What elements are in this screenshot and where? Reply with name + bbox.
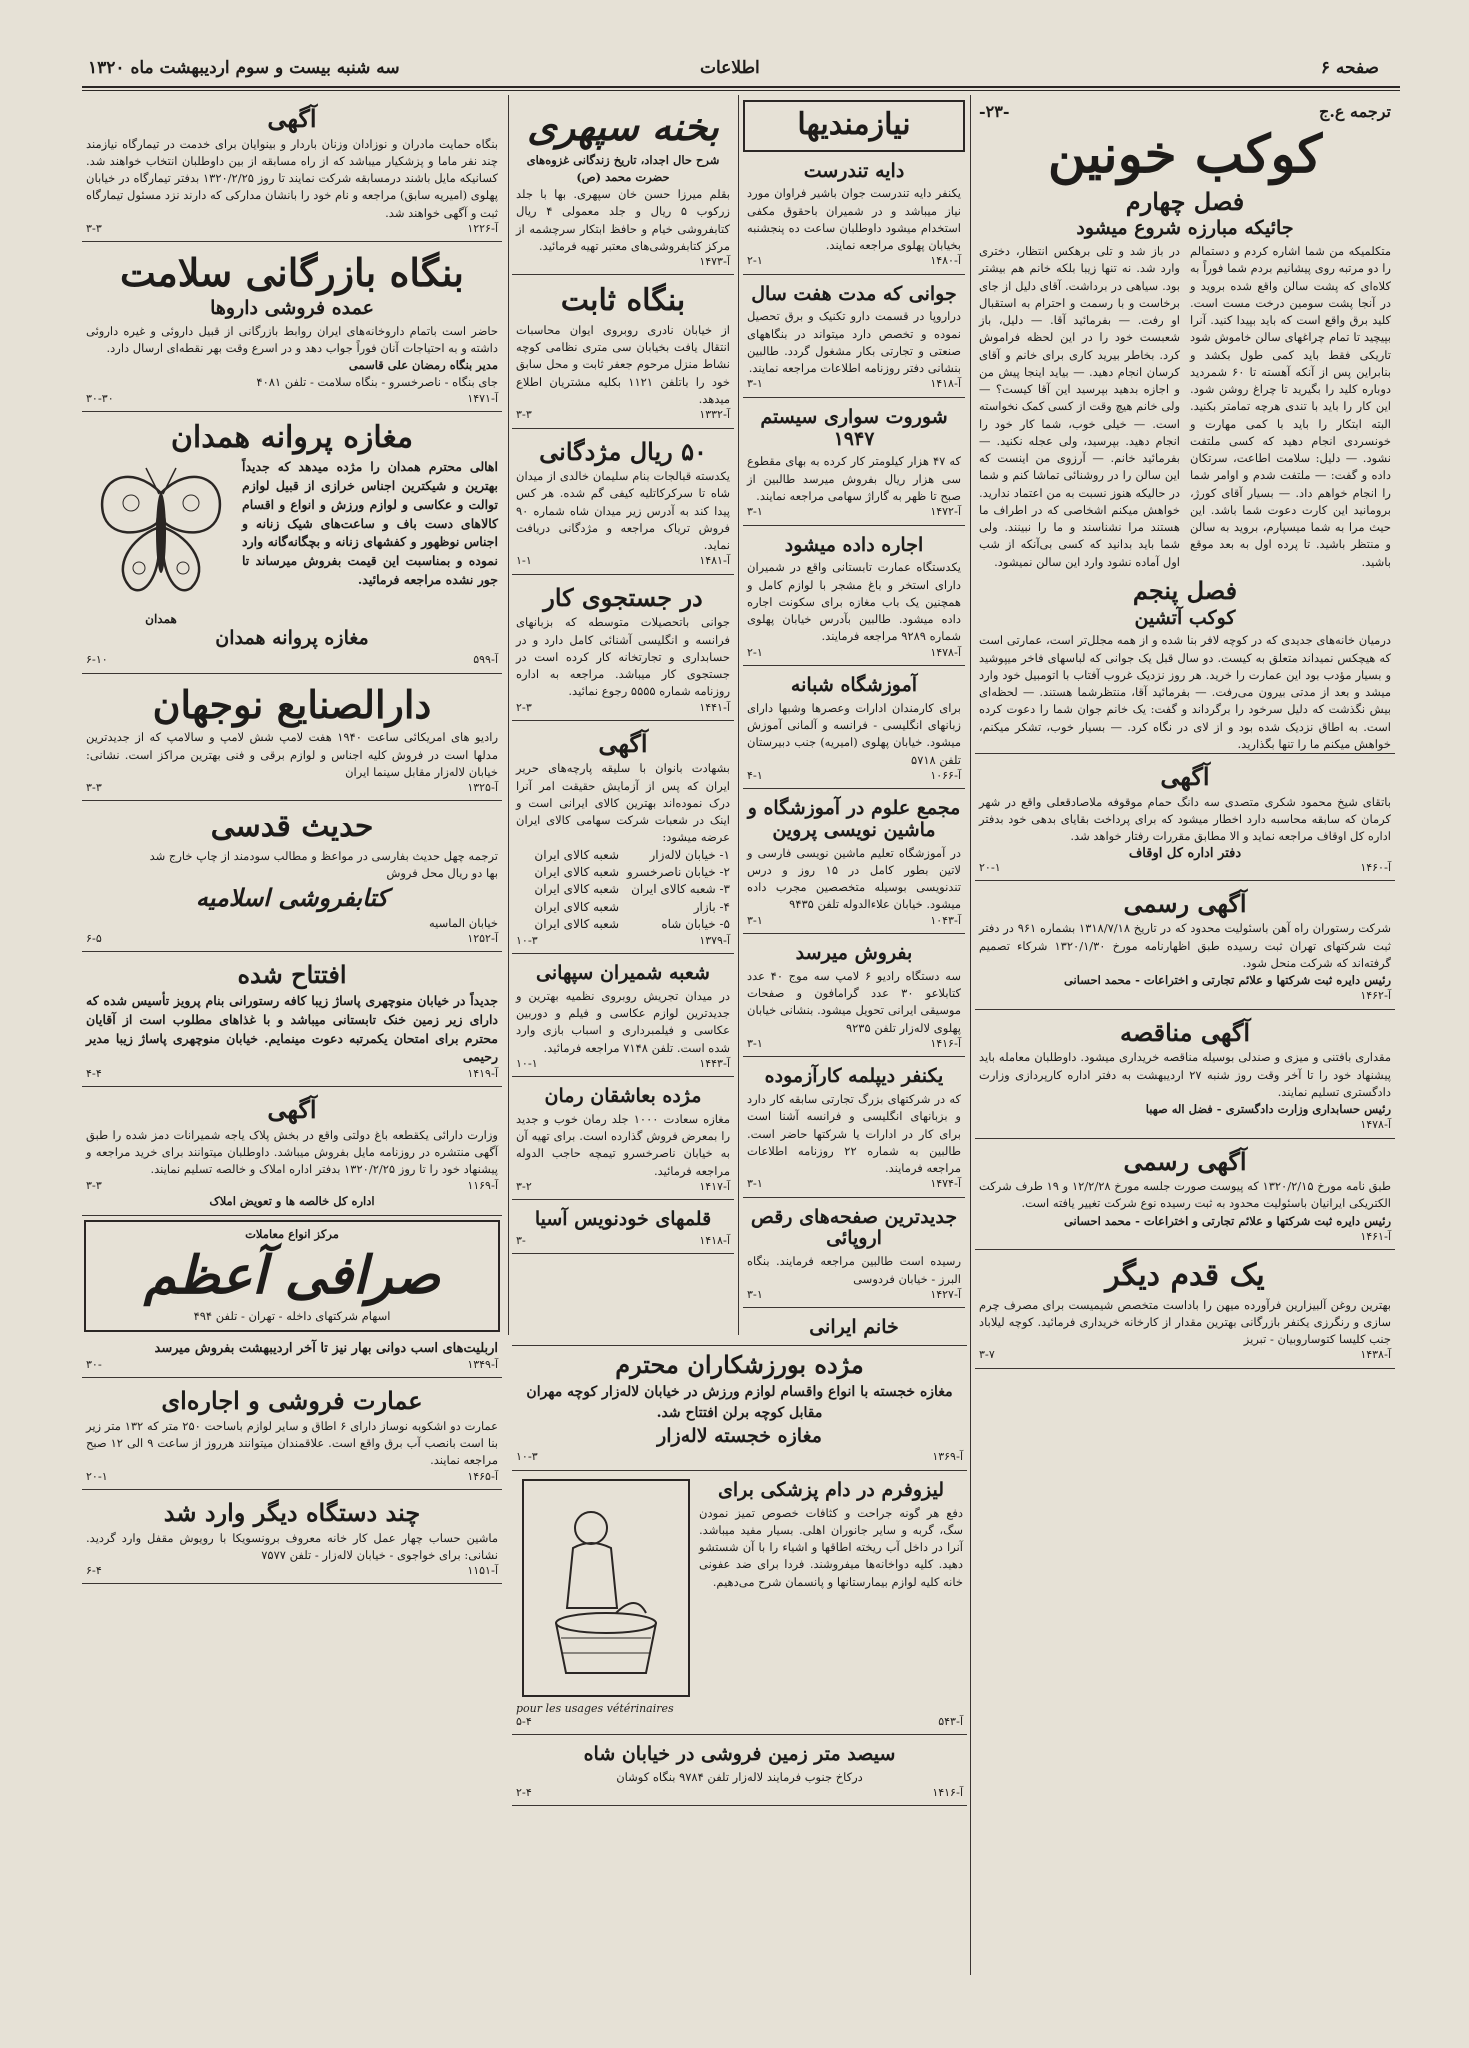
ad-title: مژده بعاشقان رمان [544,1085,702,1108]
notice-title: یک قدم دیگر [1105,1258,1265,1294]
ad-ref: ۱۰-۳ [516,933,538,947]
ad-sports-shop [512,1345,967,1471]
ad-title: آگهی [267,104,317,133]
ad-lysoform [512,1475,967,1735]
divider-3 [970,95,971,1975]
classified-body: که ۴۷ هزار کیلومتر کار کرده به بهای مقطوع سی هزار ریال بفروش میرسد طالبین از صبح تا ظهر به گاراژ سهامی مراجعه نمایند. [747,454,961,503]
ad-ref: ۵-۴ [516,1714,532,1728]
ad-calculators [82,1494,502,1584]
ad-parvaneh-shop [82,416,502,674]
header-rule [82,86,1400,88]
ad-body: اهالی محترم همدان را مژده میدهد که جدیداً بهترین و شیکترین اجناس خرازی از قبیل لوازم توالت و عکاسی و لوازم ورزش و انواع و اقسام کالاهای دست باف و ساعت‌های شیک زنانه و اجناس نوظهور و کفشهای زنانه و بچگانه‌گانه وارد نموده و بمناسبت این قیمت بفروش میرساند تا جور نشده مراجعه فرمائید. [242,459,498,587]
header-rule-thin [82,90,1400,91]
ad-address: خیابان الماسیه [428,915,498,930]
ad-title: مغازه پروانه همدان [170,419,414,455]
notice-body: بهترین روغن آلبیزارین فرآورده میهن را باداست متخصص شیمیست برای مصرف چرم سازی و رنگرزی یکنفر بازرگانی بهترین مقدار از کارخانه خریداری فرمائید. کوچه لیلاباد جنب کلیسا کتوساروبیان - تبریز [979,1297,1391,1347]
classified-code: آ-۱۴۷۴ [930,1177,961,1191]
butterfly-icon [91,458,231,608]
notice-signature: رئیس حسابداری وزارت دادگستری - فضل اله صهبا [1145,1102,1391,1117]
serial-chapter-4: فصل چهارم [1125,186,1245,216]
classified-code: آ-۱۴۲۷ [930,1287,961,1301]
classified-body: در آموزشگاه تعلیم ماشین نویسی فارسی و لاتین بطور کامل در ۱۵ روز و درس تندنویسی بوسیله متخصصین مجرب داده میشود. خیابان علاءالدوله تلفن ۹۴۳۵ [747,845,961,912]
classified-title: دایه تندرست [803,159,905,182]
classified-ref: ۳-۱ [747,1287,763,1301]
ad-job-seeking [512,579,734,721]
branch-item: شعبه کالای ایران [534,847,619,862]
ad-code: آ-۱۱۶۹ [467,1178,498,1192]
classified-item [743,938,965,1057]
ad-title: آگهی [267,1095,317,1125]
ad-footer: مغازه پروانه همدان [215,627,369,650]
classified-body: برای کارمندان ادارات وعصرها وشبها دارای زبانهای انگلیسی - فرانسه و آلمانی آموزش میشود. خیابان پهلوی (امیریه) جنب دبیرستان تلفن ۵۷۱۸ [747,700,961,767]
ad-ref: ۶-۵ [86,932,102,946]
classified-ref: ۳-۱ [747,913,763,927]
serial-text-left: در باز شد و تلی برهکس انتظار، دختری وارد شد. نه تنها زیبا بلکه خانم هم بیشتر بود. سیاهی در برداشت. آقای دلیل از جای برخاست و با رسمت و احترام به استقبال او رفت. — بفرمائید آقا. — دلیل، باز شعبست خود را در این لحظه فراموش کرد. بخاطر بیرید کاری برای خانم و آقای کرسان انجام دهید. — بیاید اینجا پیش من و اجازه بدهید بپرسید این آقا کیست؟ — ولی خانم هیچ وقت از کسی کمک نخواسته است. — خیلی خوب، شما کار خود را انجام دهید. بپرسید، ولی عجله نکنید. — بفرمائید خانم. — آرزوی من اینست که این سالن را در روشنائی تماشا کنم و شما در حالیکه هنوز نسبت به من اعتماد ندارید. خواهش میکنم اشخاصی که در اطراف ما هستند مرا نشناسند و ما را نبینند. ولی شما باید بدانید که کسی بی‌آنکه از شب اول آماده نشود وارد این سالن نمیشود. [979,244,1180,569]
ad-price: بها دو ریال محل فروش [386,866,498,881]
ad-body: جدیداً در خیابان منوچهری پاساژ زیبا کافه رستورانی بنام پرویز تأسیس شده که دارای زیر زمین خنک تابستانی میباشد و با غذاهای مطلوب است از آقایان محترم برای امتحان یکمرتبه دعوت مینمایم. خیابان منوچهری پاساژ زیبا مدیر رحیمی [86,993,498,1065]
ad-footer: مغازه خجسته لاله‌زار [657,1424,822,1447]
classified-code: آ-۱۴۸۰ [930,254,961,268]
ad-ref: ۲-۳ [516,700,532,714]
notice-tender [975,1014,1395,1139]
notice-ref: ۲۰-۱ [979,860,1001,874]
ad-sarafi-azam [84,1220,500,1331]
ad-ref: ۲۰-۱ [86,1469,108,1483]
ad-title: صرافی آعظم [143,1244,441,1306]
ad-code: آ-۱۴۴۳ [699,1056,730,1070]
notice-code: آ-۱۴۳۸ [1360,1348,1391,1362]
ad-sepehri [512,100,734,275]
ad-body: اربلیت‌های اسب دوانی بهار نیز تا آخر اردیبهشت بفروش میرسد [154,1340,498,1356]
ad-novels [512,1081,734,1200]
ad-body: در میدان تجریش روبروی نظمیه بهترین و جدیدترین لوازم عکاسی و فیلم و دوربین عکاسی و فیلمبرداری و اسباب بازی وارد شده است. تلفن ۷۱۴۸ مراجعه فرمائید. [516,988,730,1055]
classified-ref: ۲-۱ [747,645,763,659]
classified-item [743,793,965,934]
classified-ref: ۴-۱ [747,768,763,782]
ad-title: بخنه سپهری [527,104,719,149]
serial-chapter-5-title: کوکب آتشین [1134,606,1236,629]
ad-code: آ-۱۴۷۳ [699,255,730,269]
classified-item [743,1312,965,1340]
ad-ref: ۳-۲ [516,1179,532,1193]
notice-body: طبق نامه مورخ ۱۳۲۰/۲/۱۵ که پیوست صورت جلسه مورخ ۱۲/۲/۲۸ و ۱۹ طرف شرکت الکتریکی ایرانیان باسئولیت محدود به ثبت رسیده نوع شرکت تغییر یافته است. [979,1179,1391,1211]
classified-ref: ۳-۱ [747,505,763,519]
notice-title: آگهی مناقصه [1119,1017,1251,1047]
notice-code: آ-۱۴۶۱ [1360,1229,1391,1243]
notice-signature: رئیس دایره ثبت شرکتها و علائم تجارتی و اختراعات - محمد احسانی [1063,973,1391,988]
branch-item: ۳- شعبه کالای ایران [631,882,730,897]
ad-code: آ-۱۳۶۹ [932,1450,963,1464]
ad-subtitle: شرح حال اجداد، تاریخ زندگانی غزوه‌های حضرت محمد (ص) [526,152,720,184]
ad-code: آ-۱۴۱۶ [932,1786,963,1800]
notice-ref: ۳-۷ [979,1348,995,1362]
ad-address: جای بنگاه - ناصرخسرو - بنگاه سلامت - تلفن ۴۰۸۱ [256,375,498,390]
ad-body: وزارت دارائی یکقطعه باغ دولتی واقع در بخش پلاک یاجه شمیرانات دمز شده را طبق آگهی منتشره در روزنامه مایل بفروش میباشد. داوطلبان میتوانند برای خرید مراجعه و پیشنهاد خود را تا روز ۱۳۲۰/۲/۲۵ بدفتر اداره املاک و خالصه تسلیم نمایند. [86,1127,498,1177]
ad-title: بنگاه بازرگانی سلامت [120,250,464,296]
ad-silk [512,725,734,954]
ad-code: آ-۱۳۷۹ [699,933,730,947]
ad-code: آ-۵۴۳ [938,1714,963,1728]
notice-code: آ-۱۴۷۸ [1360,1118,1391,1132]
classified-item [743,530,965,666]
branch-item: شعبه کالای ایران [534,917,619,932]
ad-ref: ۳-۳ [86,781,102,795]
classified-body: یکدستگاه عمارت تابستانی واقع در شمیران دارای استخر و باغ مشجر با لوازم کامل و همچنین یک باب مغازه برای سکونت اجاره داده میشود. طالبین بآدرس خیابان پهلوی شماره ۹۲۸۹ مراجعه فرمایند. [747,560,961,644]
classified-item [743,402,965,526]
ad-maternity [82,100,502,242]
ad-title: دارالصنایع نوجهان [152,681,432,727]
branch-item: ۵- خیابان شاه [661,917,730,932]
classifieds-title: نیازمندیها [797,107,911,142]
ad-land-sale [512,1739,967,1806]
classified-list [743,156,965,1341]
branch-item: ۱- خیابان لاله‌زار [649,847,730,862]
branch-list [627,847,730,934]
ad-finance-ministry [82,1091,502,1216]
ad-ref: ۴-۴ [86,1067,102,1081]
classified-title: مجمع علوم در آموزشگاه و ماشین نویسی پروین [747,797,961,841]
ad-subtitle: عمده فروشی داروها [210,296,374,319]
ad-ref: ۳۰- [86,1358,102,1372]
ad-body: عمارت دو اشکوبه نوساز دارای ۶ اطاق و سایر لوازم باساحت ۲۵۰ متر که ۱۳۲ متر زیر بنا است بانصب آب برق واقع است. علاقمندان میتوانند هرروز از ساعت ۹ الی ۱۲ صبح مراجعه نمایند. [86,1418,498,1468]
classified-body: یکنفر دایه تندرست جوان باشیر فراوان مورد نیاز میباشد و در شمیران باحقوق مکفی استخدام میشود داوطلبان ساعت ده پنجشنبه بخیابان پهلوی مراجعه نمایند. [747,186,961,253]
ad-title: افتتاح شده [237,960,347,990]
classified-code: آ-۱۰۶۶ [930,768,961,782]
classified-ref: ۳-۱ [747,1177,763,1191]
ad-ref: ۳۰-۳۰ [86,391,114,405]
issue-date: سه شنبه بیست و سوم اردیبهشت ماه ۱۳۲۰ [88,58,400,78]
page-number: صفحه ۶ [1320,58,1379,78]
classified-title: خانم ایرانی [809,1316,899,1339]
notice-body: شرکت رستوران راه آهن باسئولیت محدود که در تاریخ ۱۳۱۸/۷/۱۸ بشماره ۹۶۱ در دفتر ثبت شرکتهای تهران ثبت رسیده طبق اظهارنامه مورخ ۱۳۲۰/۱/۳۰ شرکاء تصمیم گرفته‌اند که شرکت منحل شود. [979,921,1392,970]
ad-body: ترجمه چهل حدیث بفارسی در مواعظ و مطالب سودمند از چاپ خارج شد [149,848,498,863]
ad-ref: ۱۰-۱ [516,1056,538,1070]
classified-body: سه دستگاه رادیو ۶ لامپ سه موج ۴۰ عدد کتابلاعو ۳۰ عدد گرامافون و صفحات موسیقی ایرانی تحویل میشود. بنشانی خیابان پهلوی لاله‌زار تلفن ۹۲۳۵ [747,968,961,1035]
notice-signature: رئیس دایره ثبت شرکتها و علائم تجارتی و اختراعات - محمد احسانی [1063,1213,1391,1228]
classified-title: یکنفر دیپلمه کارآزموده [764,1065,944,1088]
ad-body: از خیابان نادری روبروی ایوان محاسبات انتقال یافت بخیابان سی متری نظامی کوچه نشاط منزل مرحوم جعفر ثابت و محل سابق خود را باتلفن ۱۱۲۱ بکلیه مشتریان اطلاع میدهد. [516,322,730,406]
ad-code: آ-۱۴۷۱ [467,391,498,405]
paper-name: اطلاعات [700,58,760,78]
classified-item [743,1061,965,1197]
branch-list [516,847,619,934]
classified-code: آ-۱۴۱۸ [930,377,961,391]
divider-1 [508,95,509,1335]
ad-title: بنگاه ثابت [560,283,686,319]
ad-ref: ۱-۱ [516,554,532,568]
ad-ref: ۲-۴ [516,1786,532,1800]
ad-code: آ-۱۳۳۲ [699,408,730,422]
classified-body: که در شرکتهای بزرگ تجارتی سابقه کار دارد و بزبانهای انگلیسی و فرانسه آشنا است برای کار در ادارات یا شرکتها حاضر است. طالبین به شماره ۲۲ روزنامه اطلاعات مراجعه فرمایند. [747,1092,961,1176]
classified-body: رسیده است طالبین مراجعه فرمایند. بنگاه البرز - خیابان فردوسی [747,1254,961,1286]
ad-title: لیزوفرم در دام پزشکی برای [717,1478,945,1501]
ad-title: آگهی [598,728,648,758]
serial-title: کوکب خونین [1047,124,1323,185]
ad-code: آ-۱۴۱۹ [467,1067,498,1081]
lower-middle [512,1345,967,2025]
ad-title: سیصد متر زمین فروشی در خیابان شاه [583,1743,896,1766]
ad-code: آ-۵۹۹ [473,653,498,667]
classified-title: جدیدترین صفحه‌های رقص اروپائی [750,1205,958,1250]
ad-reward [512,433,734,575]
ad-illustration [516,1478,691,1715]
ad-body: درکاخ جنوب فرمایند لاله‌زار تلفن ۹۷۸۴ بنگاه کوشان [616,1769,863,1784]
divider-2 [738,95,739,1335]
classified-item [743,1202,965,1308]
branch-item: ۲- خیابان ناصرخسرو [627,865,730,880]
ad-body: جوانی باتحصیلات متوسطه که بزبانهای فرانسه و انگلیسی آشنائی کامل دارد و در حسابداری و تجارتخانه کار کرده است در جستجوی کار میباشد. مراجعه به اداره روزنامه شماره ۵۵۵۵ رجوع نمائید. [516,615,730,699]
notice-body: باتقای شیخ محمود شکری متصدی سه دانگ حمام موقوفه ملاصادقعلی واقع در شهر کرمان که سابقه محاسبه دارد اخطار میشود که برای پرداخت بقایای بدهی خود بدفتر اداره کل اوقاف مراجعه نماید و الا مطابق مقررات رفتار خواهد شد. [979,794,1391,844]
serial-subtitle: جائیکه مبارزه شروع میشود [1076,217,1294,240]
classified-item [743,156,965,275]
classified-ref: ۳-۱ [747,1036,763,1050]
ad-code: آ-۱۱۵۱ [467,1564,498,1578]
notice-awqaf [975,758,1395,881]
classified-title: بفروش میرسد [795,942,913,965]
ad-title: حدیث قدسی [210,809,374,845]
ad-body: بنگاه حمایت مادران و نوزادان وزنان باردار و بینوایان برای خدمت در تیمارگاه نیازمند چند نفر ماما و پزشکیار میباشد که از راه مسابقه از بین داوطلبان انتخاب خواهند شد. کسانیکه مایل باشند درمسابقه شرکت نمایند تا روز ۱۳۲۰/۲/۲۵ بدفتر تیمارگاه در خیابان پهلوی (امیریه سابق) مراجعه و نام خود را بانشان مدارکی که دارند نزد مسئول تیمارگاه ثبت و آگهی خواهند شد. [86,136,499,220]
ad-code: آ-۱۴۴۱ [699,700,730,714]
ad-shemiran [512,958,734,1077]
classified-body: دراروپا در قسمت دارو تکنیک و برق تحصیل نموده و تخصص دارد میتواند در بنگاههای صنعتی و تجارتی بکار مشغول گردد. طالبین بنشانی دفتر روزنامه اطلاعات مراجعه نمایند. [747,309,961,376]
ad-body: بشهادت بانوان با سلیقه پارچه‌های حریر ایران که پس از آزمایش حقیقت امر آنرا درک نموده‌اند بهترین کالای ایرانی است و اینک در شعبات شرکت سهامی کالای ایران عرضه میشود: [516,761,730,845]
ad-title: قلمهای خودنویس آسیا [534,1208,712,1231]
classifieds-masthead [743,100,965,152]
butterfly-label: همدان [145,612,177,627]
classified-ref: ۲-۱ [747,254,763,268]
ad-title: شعبه شمیران سپهانی [536,961,710,984]
ad-code: آ-۱۳۴۹ [467,1358,498,1372]
ad-body: مغازه سعادت ۱۰۰۰ جلد رمان خوب و جدید را بمعرض فروش گذارده است. برای تهیه آن به خیابان ناصرخسرو تیمچه حاجب الدوله مراجعه فرمائید. [516,1111,730,1178]
episode-number: -۲۳- [979,102,1010,121]
ad-bongah-sabet [512,279,734,428]
serial-column [975,100,1395,2030]
serial-text-right: متکلمیکه من شما اشاره کردم و دستمالم را دو مرتبه روی پیشانیم بردم شما فوراً به کلاه‌ای که پشت سالن واقع شده بروید و در آنجا پشت سومین درخت مست است. کلید برق واقع است که باید بپیدا کنید. آنرا بپیچید تا تمام چراغهای سالن خاموش شود تاریکی فقط باید کمی طول بکشد و بنابراین پس از آنکه آهسته تا ۶۰ شمردید دوباره کلید را بگیرید تا چراغ روشن شود. این کار را باید با تندی هرچه تمامتر بکنید. البته ابتکار را باید با کمی مهارت و خونسردی انجام دهید که کسی ملتفت نشود. — دلیل: سلامت اطاعت، سرتکان داده و گفت: — ملتفت شدم و اوامر شما را انجام خواهم داد. — بسیار آقای کورژ، برومانید این کارت دعوت شما باشد. این حیث مرا به شما میسپارم، بروید به سالن و منتظر باشید. تا پرده اول به بعد موقع باشید. [1190,244,1391,569]
notice-code: آ-۱۴۶۰ [1360,860,1391,874]
ad-ref: ۳-۳ [86,1178,102,1192]
ad-body: رادیو های امریکائی ساعت ۱۹۴۰ هفت لامپ شش لامپ و سالامپ که از جدیدترین مدلها است در فروش کلیه اجناس و لوازم برقی و فنی بهترین مراکز است. نشانی: خیابان لاله‌زار مقابل سینما ایران [86,730,498,779]
ad-body: حاضر است باتمام داروخانه‌های ایران روابط بازرگانی از قبیل داروئی و غیره داروئی داشته و به احتیاجات آنان فوراً جواب دهد و در اسرع وقت بهر نقطه‌ای ارسال دارد. [86,323,498,355]
ad-signature: اداره کل خالصه ها و تعویض املاک [209,1194,375,1209]
branch-item: شعبه کالای ایران [534,899,619,914]
ad-building [82,1382,502,1490]
classified-title: شوروت سواری سیستم ۱۹۴۷ [760,405,948,450]
vet-illustration [521,1478,691,1698]
ad-code: آ-۱۴۸۱ [699,554,730,568]
ad-subtitle: مرکز انواع معاملات [245,1227,339,1242]
notice-title: آگهی [1160,762,1210,792]
classified-item [743,670,965,789]
ad-title: چند دستگاه دیگر وارد شد [163,1498,421,1527]
ad-salamat [82,246,502,412]
ad-code: آ-۱۴۱۸ [699,1234,730,1248]
ad-manager: مدیر بنگاه رمضان علی قاسمی [348,358,498,373]
serial-chapter-5: فصل پنجم [1132,575,1238,605]
ad-race-tickets [82,1336,502,1379]
notice-signature: دفتر اداره کل اوقاف [1128,845,1242,861]
ad-ref: ۱۰-۳ [516,1450,538,1464]
classified-code: آ-۱۴۷۸ [930,645,961,659]
classified-code: آ-۱۴۷۲ [930,505,961,519]
ad-ref: ۳-۳ [516,408,532,422]
notice-title: آگهی رسمی [1123,1146,1247,1176]
ad-hadis-qodsi [82,805,502,952]
ad-title: در جستجوی کار [543,582,703,612]
translator-credit: ترجمه ع.ج [1318,102,1391,121]
ad-code: آ-۱۴۱۷ [699,1179,730,1193]
ad-ref: ۶-۱۰ [86,653,108,667]
ad-body: بقلم میرزا حسن خان سپهری. بها با جلد زرکوب ۵ ریال و جلد معمولی ۴ ریال کتابفروشی خیام و حافظ ابتکار سرچشمه از مرکز کتابفروشی‌های معتبر تهیه فرمائید. [516,187,730,253]
branch-item: شعبه کالای ایران [534,865,619,880]
ad-ref: ۳- [516,1234,526,1248]
classified-title: آموزشگاه شبانه [790,673,918,696]
ad-code: آ-۱۳۲۵ [467,781,498,795]
ad-tagline: pour les usages vétérinaires [516,1701,674,1715]
ad-code: آ-۱۲۵۲ [467,932,498,946]
branch-item: شعبه کالای ایران [534,882,619,897]
ad-title: ۵۰ ریال مژدگانی [539,436,707,466]
classifieds-column [743,100,965,1340]
classified-item [743,279,965,398]
ad-code: آ-۱۲۲۶ [467,221,498,235]
classified-title: جوانی که مدت هفت سال [751,282,957,305]
classified-ref: ۳-۱ [747,377,763,391]
ad-body: یکدسته قبالجات بنام سلیمان خالدی از میدان شاه تا سرکرکاتلیه کیفی گم شده. هر کس پیدا کند به آدرس زیر میدان شاه شماره ۹۰ فروش تریاک مراجعه و مژدگانی دریافت نماید. [516,469,730,553]
serial-text-ch5: درمیان خانه‌های جدیدی که در کوچه لافر بنا شده و از همه مجلل‌تر است، عمارتی است که هیچکس نمیداند متعلق به کیست. دو سال قبل یک جوانی که لباسهای فاخر میپوشید و بسیار مؤدب بود این عمارت را خرید. هر روز نزدیک غروب آفتاب با اتومبیل خود وارد میشد و بعد از مدتی بیرون می‌رفت. — بفرمائید آقا، منتظرشما هستند. — لحظه‌ای بیش نگذشت که دلیل سرخود را برگرداند و گفت: یک خانم جوان شما را دعوت کرده است. به اطاق نزدیک شده بود و از لای در نگاه کرد. — بسیار خوب، تشکر میکنم، خواهش میکنم ما را تنها بگذارید. [975,632,1395,754]
ad-opening [82,956,502,1087]
notice-official-1 [975,885,1395,1010]
ad-ref: ۶-۴ [86,1564,102,1578]
ad-body: دفع هر گونه جراحت و کثافات خصوص تمیز نمودن سگ، گربه و سایر جانوران اهلی. بسیار مفید میباشد. آنرا در داخل آب ریخته اطاقها و اشیاء را با آن شستشو دهید. کلیه دواخانه‌ها میفروشند. فردا برای ضد عفونی خانه کلیه لوازم بیمارستانها و پانسمان شرح می‌دهیم. [699,1505,963,1589]
notice-title: آگهی رسمی [1123,888,1247,918]
classified-code: آ-۱۴۱۶ [930,1036,961,1050]
branch-item: ۴- بازار [693,899,730,914]
ad-body: اسهام شرکتهای داخله - تهران - تلفن ۴۹۴ [193,1309,391,1324]
ad-noujahan [82,678,502,802]
ad-body: مغازه خجسته با انواع واقسام لوازم ورزش در خیابان لاله‌زار کوچه مهران مقابل کوچه برلن افتتاح شد. [526,1383,953,1421]
ad-ref: ۳-۳ [86,221,102,235]
ad-shop: کتابفروشی اسلامیه [195,883,389,913]
notice-code: آ-۱۴۶۲ [1360,989,1391,1003]
center-column [512,100,734,1340]
ad-title: عمارت فروشی و اجاره‌ای [161,1386,423,1416]
notice-one-more-step [975,1254,1395,1369]
ad-code: آ-۱۴۶۵ [467,1469,498,1483]
classified-code: آ-۱۰۴۳ [930,913,961,927]
ad-asia-pens [512,1204,734,1254]
left-column [82,100,502,2030]
notice-body: مقداری بافتنی و میزی و صندلی بوسیله مناقصه خریداری میشود. داوطلبان معامله باید پیشنهاد خود را تا آخر وقت روز شنبه ۲۷ اردیبهشت به دفتر اداره کارپردازی وزارت دادگستری تسلیم نمایند. [979,1050,1391,1099]
ad-title: مژده بورزشکاران محترم [615,1350,864,1379]
classified-title: اجاره داده میشود [784,533,924,556]
notice-official-2 [975,1143,1395,1251]
ad-body: ماشین حساب چهار عمل کار خانه معروف برونسویکا با رویوش مقفل وارد گردید. نشانی: برای خواجوی - خیابان لاله‌زار - تلفن ۷۵۷۷ [86,1530,498,1562]
